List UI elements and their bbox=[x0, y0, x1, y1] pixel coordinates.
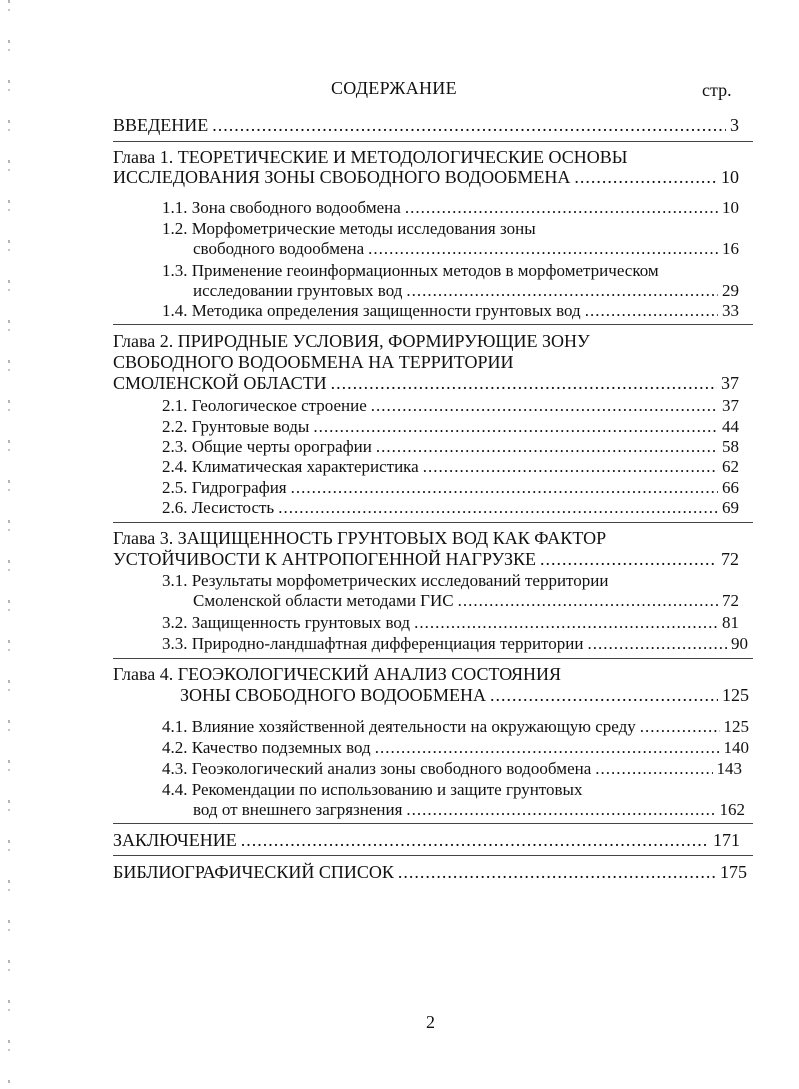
toc-entry-2-6[interactable] bbox=[162, 497, 739, 519]
toc-entry-2-4[interactable] bbox=[162, 456, 739, 478]
toc-leader bbox=[406, 799, 715, 821]
toc-entry-intro[interactable] bbox=[113, 114, 739, 136]
toc-entry-bibliography[interactable] bbox=[113, 861, 747, 883]
separator-line bbox=[113, 522, 753, 523]
toc-page: 58 bbox=[722, 437, 739, 456]
toc-page: 44 bbox=[722, 417, 739, 436]
toc-entry-4-4[interactable] bbox=[193, 799, 745, 821]
chapter-4-title-line1: Глава 4. ГЕОЭКОЛОГИЧЕСКИЙ АНАЛИЗ СОСТОЯНИЯ bbox=[113, 664, 561, 684]
toc-leader bbox=[405, 197, 718, 219]
toc-label: 1.1. Зона свободного водообмена bbox=[162, 198, 401, 217]
toc-entry-4-1[interactable] bbox=[162, 716, 749, 738]
toc-label: ВВЕДЕНИЕ bbox=[113, 115, 209, 135]
toc-leader bbox=[490, 684, 718, 706]
toc-entry-3-2[interactable] bbox=[162, 612, 739, 634]
toc-label: ЗАКЛЮЧЕНИЕ bbox=[113, 830, 237, 850]
toc-page: 140 bbox=[723, 738, 749, 757]
toc-entry-1-4[interactable] bbox=[162, 300, 739, 322]
toc-label: 2.3. Общие черты орографии bbox=[162, 437, 372, 456]
toc-leader bbox=[574, 166, 717, 188]
chapter-2-title-line1: Глава 2. ПРИРОДНЫЕ УСЛОВИЯ, ФОРМИРУЮЩИЕ ЗОНУ bbox=[113, 331, 590, 351]
toc-entry-chapter-1[interactable] bbox=[113, 166, 739, 188]
toc-label: 2.2. Грунтовые воды bbox=[162, 417, 310, 436]
toc-leader bbox=[458, 590, 718, 612]
toc-page: 125 bbox=[723, 717, 749, 736]
chapter-1-title-line1: Глава 1. ТЕОРЕТИЧЕСКИЕ И МЕТОДОЛОГИЧЕСКИЕ ОСНОВЫ bbox=[113, 147, 628, 167]
toc-page: 81 bbox=[722, 613, 739, 632]
page-column-label: стр. bbox=[702, 80, 732, 100]
toc-page: 143 bbox=[716, 759, 742, 778]
toc-label: свободного водообмена bbox=[193, 239, 365, 258]
section-1-2-line1: 1.2. Морфометрические методы исследования зоны bbox=[162, 219, 536, 238]
toc-page: 33 bbox=[722, 301, 739, 320]
toc-page: 62 bbox=[722, 457, 739, 476]
toc-entry-chapter-4[interactable] bbox=[180, 684, 749, 706]
toc-entry-chapter-2[interactable] bbox=[113, 372, 739, 394]
toc-leader bbox=[423, 456, 718, 478]
toc-page: 171 bbox=[713, 830, 740, 850]
toc-leader bbox=[291, 477, 718, 499]
toc-leader bbox=[406, 280, 718, 302]
toc-leader bbox=[587, 633, 727, 655]
toc-leader bbox=[595, 758, 712, 780]
toc-leader bbox=[331, 372, 717, 394]
toc-label: 4.1. Влияние хозяйственной деятельности на окружающую среду bbox=[162, 717, 636, 736]
toc-leader bbox=[640, 716, 720, 738]
toc-entry-2-3[interactable] bbox=[162, 436, 739, 458]
toc-leader bbox=[368, 238, 718, 260]
toc-leader bbox=[376, 436, 718, 458]
section-1-3-line1: 1.3. Применение геоинформационных методов в морфометрическом bbox=[162, 261, 659, 280]
toc-label: ИССЛЕДОВАНИЯ ЗОНЫ СВОБОДНОГО ВОДООБМЕНА bbox=[113, 167, 571, 187]
toc-label: ЗОНЫ СВОБОДНОГО ВОДООБМЕНА bbox=[180, 685, 486, 705]
toc-label: 4.3. Геоэкологический анализ зоны свободного водообмена bbox=[162, 759, 592, 778]
scan-edge-marks bbox=[8, 0, 10, 1089]
toc-label: УСТОЙЧИВОСТИ К АНТРОПОГЕННОЙ НАГРУЗКЕ bbox=[113, 549, 537, 569]
toc-leader bbox=[540, 548, 717, 570]
toc-entry-1-1[interactable] bbox=[162, 197, 739, 219]
toc-leader bbox=[278, 497, 718, 519]
chapter-3-title-line1: Глава 3. ЗАЩИЩЕННОСТЬ ГРУНТОВЫХ ВОД КАК ФАКТОР bbox=[113, 528, 607, 548]
toc-page: 37 bbox=[721, 373, 739, 393]
chapter-2-title-line2: СВОБОДНОГО ВОДООБМЕНА НА ТЕРРИТОРИИ bbox=[113, 352, 514, 372]
toc-entry-4-3[interactable] bbox=[162, 758, 742, 780]
toc-leader bbox=[414, 612, 718, 634]
toc-label: исследовании грунтовых вод bbox=[193, 281, 403, 300]
section-4-4-line1: 4.4. Рекомендации по использованию и защите грунтовых bbox=[162, 780, 583, 799]
toc-page: 37 bbox=[722, 396, 739, 415]
toc-entry-2-5[interactable] bbox=[162, 477, 739, 499]
toc-page: 3 bbox=[730, 115, 739, 135]
toc-page: 175 bbox=[720, 862, 747, 882]
toc-entry-2-1[interactable] bbox=[162, 395, 739, 417]
toc-label: 2.5. Гидрография bbox=[162, 478, 287, 497]
toc-label: 2.4. Климатическая характеристика bbox=[162, 457, 419, 476]
separator-line bbox=[113, 141, 753, 142]
toc-label: Смоленской области методами ГИС bbox=[193, 591, 454, 610]
toc-label: 4.2. Качество подземных вод bbox=[162, 738, 371, 757]
toc-entry-1-2[interactable] bbox=[193, 238, 739, 260]
page-title: СОДЕРЖАНИЕ bbox=[331, 78, 457, 98]
toc-entry-4-2[interactable] bbox=[162, 737, 749, 759]
toc-leader bbox=[212, 114, 726, 136]
toc-label: БИБЛИОГРАФИЧЕСКИЙ СПИСОК bbox=[113, 862, 394, 882]
toc-page: 69 bbox=[722, 498, 739, 517]
toc-label: 1.4. Методика определения защищенности грунтовых вод bbox=[162, 301, 581, 320]
toc-leader bbox=[585, 300, 718, 322]
toc-label: 3.3. Природно-ландшафтная дифференциация территории bbox=[162, 634, 584, 653]
page-number: 2 bbox=[426, 1012, 435, 1032]
toc-leader bbox=[398, 861, 716, 883]
toc-page: 90 bbox=[731, 634, 748, 653]
toc-label: 2.1. Геологическое строение bbox=[162, 396, 367, 415]
toc-page: 162 bbox=[719, 800, 745, 819]
toc-page: 10 bbox=[721, 167, 739, 187]
toc-label: 3.2. Защищенность грунтовых вод bbox=[162, 613, 411, 632]
toc-entry-2-2[interactable] bbox=[162, 416, 739, 438]
toc-label: вод от внешнего загрязнения bbox=[193, 800, 403, 819]
toc-page: 16 bbox=[722, 239, 739, 258]
toc-leader bbox=[371, 395, 718, 417]
toc-entry-3-1[interactable] bbox=[193, 590, 739, 612]
toc-leader bbox=[241, 829, 709, 851]
separator-line bbox=[113, 855, 753, 856]
toc-label: 2.6. Лесистость bbox=[162, 498, 275, 517]
toc-entry-chapter-3[interactable] bbox=[113, 548, 739, 570]
toc-entry-conclusion[interactable] bbox=[113, 829, 740, 851]
toc-entry-1-3[interactable] bbox=[193, 280, 739, 302]
toc-page: 72 bbox=[722, 591, 739, 610]
toc-page: 10 bbox=[722, 198, 739, 217]
toc-page: 72 bbox=[721, 549, 739, 569]
toc-label: СМОЛЕНСКОЙ ОБЛАСТИ bbox=[113, 373, 327, 393]
section-3-1-line1: 3.1. Результаты морфометрических исследований территории bbox=[162, 571, 609, 590]
separator-line bbox=[113, 823, 753, 824]
toc-entry-3-3[interactable] bbox=[162, 633, 748, 655]
toc-page: 29 bbox=[722, 281, 739, 300]
toc-page: 125 bbox=[722, 685, 749, 705]
separator-line bbox=[113, 658, 753, 659]
separator-line bbox=[113, 324, 753, 325]
toc-page: 66 bbox=[722, 478, 739, 497]
toc-leader bbox=[375, 737, 720, 759]
toc-leader bbox=[313, 416, 718, 438]
